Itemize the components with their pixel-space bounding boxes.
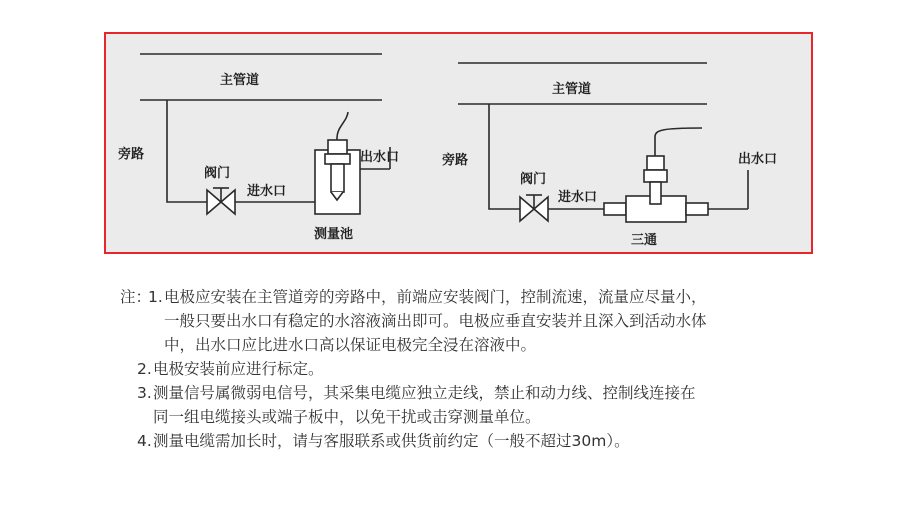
left-inlet-label: 进水口 bbox=[247, 184, 287, 199]
right-valve-label: 阀门 bbox=[520, 172, 547, 187]
note-line: 电极应安装在主管道旁的旁路中，前端应安装阀门，控制流速，流量应尽量小， bbox=[164, 288, 707, 306]
left-bypass-pipe bbox=[167, 100, 207, 202]
right-outlet-label: 出水口 bbox=[738, 152, 778, 167]
left-outlet-label: 出水口 bbox=[360, 150, 400, 165]
right-main-pipe-label: 主管道 bbox=[552, 82, 592, 97]
left-electrode-icon bbox=[328, 140, 347, 154]
right-inlet-label: 进水口 bbox=[558, 190, 598, 205]
note-prefix: 注： bbox=[120, 288, 152, 306]
installation-diagram bbox=[106, 34, 815, 256]
note-item-1 bbox=[120, 285, 840, 357]
note-item-2 bbox=[120, 357, 840, 381]
note-line: 中，出水口应比进水口高以保证电极完全浸在溶液中。 bbox=[164, 336, 537, 354]
right-tee-fitting bbox=[604, 203, 626, 215]
left-bypass-label: 旁路 bbox=[118, 147, 145, 162]
right-bypass-label: 旁路 bbox=[442, 153, 469, 168]
right-electrode-icon bbox=[647, 156, 664, 170]
note-line: 一般只要出水口有稳定的水溶液滴出即可。电极应垂直安装并且深入到活动水体 bbox=[164, 312, 707, 330]
right-tee-label: 三通 bbox=[631, 233, 658, 248]
diagram-frame bbox=[104, 32, 813, 254]
note-line: 测量信号属微弱电信号，其采集电缆应独立走线，禁止和动力线、控制线连接在 bbox=[153, 384, 696, 402]
note-line: 测量电缆需加长时，请与客服联系或供货前约定（一般不超过30m）。 bbox=[153, 432, 630, 450]
note-number: 1. bbox=[148, 288, 163, 306]
note-line: 电极安装前应进行标定。 bbox=[153, 360, 324, 378]
installation-notes bbox=[120, 285, 840, 453]
note-number: 4. bbox=[137, 432, 152, 450]
left-main-pipe-label: 主管道 bbox=[220, 73, 260, 88]
note-item-3 bbox=[120, 381, 840, 429]
right-bypass-pipe bbox=[489, 104, 520, 209]
note-item-4 bbox=[120, 429, 840, 453]
left-vessel-label: 测量池 bbox=[314, 227, 354, 242]
note-line: 同一组电缆接头或端子板中，以免干扰或击穿测量单位。 bbox=[153, 408, 541, 426]
note-number: 2. bbox=[137, 360, 152, 378]
left-valve-label: 阀门 bbox=[204, 166, 231, 181]
note-number: 3. bbox=[137, 384, 152, 402]
